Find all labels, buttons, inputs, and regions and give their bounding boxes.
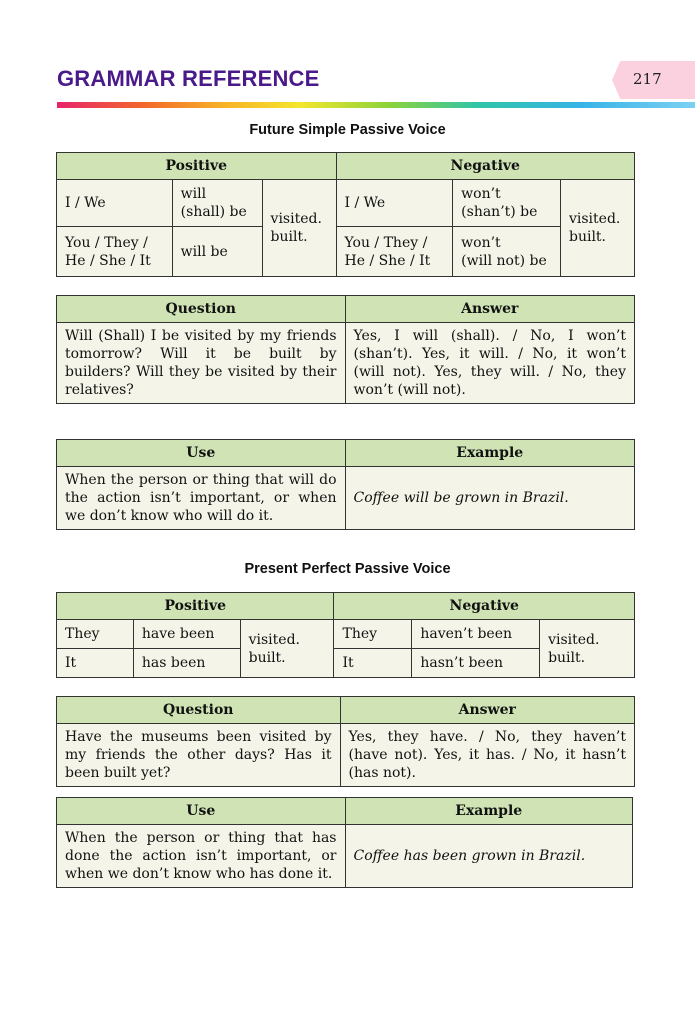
auxiliary-cell: won’t (shan’t) be	[453, 180, 561, 227]
answer-cell: Yes, they have. / No, they haven’t (have not). Yes, it has. / No, it hasn’t (has not).	[340, 724, 634, 787]
use-cell: When the person or thing that has done the action isn’t important, or when we don’t know who has done it.	[57, 825, 346, 888]
subject-cell: It	[334, 649, 412, 678]
subject-cell: I / We	[336, 180, 453, 227]
subject-cell: They	[334, 620, 412, 649]
negative-header: Negative	[336, 153, 635, 180]
participle-cell: visited. built.	[560, 180, 634, 277]
participle-cell: visited. built.	[540, 620, 635, 678]
auxiliary-cell: have been	[133, 620, 240, 649]
use-header: Use	[57, 798, 346, 825]
rainbow-divider	[57, 102, 695, 108]
perfect-qa-table	[56, 696, 635, 787]
subject-cell: I / We	[57, 180, 173, 227]
future-use-table	[56, 439, 635, 530]
negative-header: Negative	[334, 593, 635, 620]
use-cell: When the person or thing that will do the action isn’t important, or when we don’t know who will do it.	[57, 467, 346, 530]
positive-header: Positive	[57, 593, 334, 620]
subject-cell: You / They / He / She / It	[57, 227, 173, 277]
page-number: 217	[633, 70, 662, 88]
question-cell: Have the museums been visited by my friends the other days? Has it been built yet?	[57, 724, 341, 787]
question-header: Question	[57, 697, 341, 724]
example-cell: Coffee has been grown in Brazil.	[345, 825, 633, 888]
section-title-perfect: Present Perfect Passive Voice	[244, 561, 451, 577]
future-forms-table	[56, 152, 635, 277]
subject-cell: They	[57, 620, 134, 649]
answer-header: Answer	[340, 697, 634, 724]
auxiliary-cell: will (shall) be	[172, 180, 262, 227]
page-title: GRAMMAR REFERENCE	[57, 66, 320, 91]
answer-cell: Yes, I will (shall). / No, I won’t (shan’t). Yes, it will. / No, it won’t (will not). Yes, they will. / No, they won’t (will not).	[345, 323, 634, 404]
example-header: Example	[345, 798, 633, 825]
question-header: Question	[57, 296, 346, 323]
question-cell: Will (Shall) I be visited by my friends tomorrow? Will it be built by builders? Will they be visited by their relatives?	[57, 323, 346, 404]
perfect-forms-table	[56, 592, 635, 678]
auxiliary-cell: has been	[133, 649, 240, 678]
perfect-use-table	[56, 797, 633, 888]
example-header: Example	[345, 440, 635, 467]
positive-header: Positive	[57, 153, 337, 180]
auxiliary-cell: haven’t been	[412, 620, 540, 649]
subject-cell: You / They / He / She / It	[336, 227, 453, 277]
use-header: Use	[57, 440, 346, 467]
auxiliary-cell: will be	[172, 227, 262, 277]
auxiliary-cell: hasn’t been	[412, 649, 540, 678]
participle-cell: visited. built.	[240, 620, 334, 678]
auxiliary-cell: won’t (will not) be	[453, 227, 561, 277]
future-qa-table	[56, 295, 635, 404]
example-cell: Coffee will be grown in Brazil.	[345, 467, 635, 530]
answer-header: Answer	[345, 296, 634, 323]
section-title-future: Future Simple Passive Voice	[249, 122, 446, 138]
subject-cell: It	[57, 649, 134, 678]
participle-cell: visited. built.	[262, 180, 336, 277]
